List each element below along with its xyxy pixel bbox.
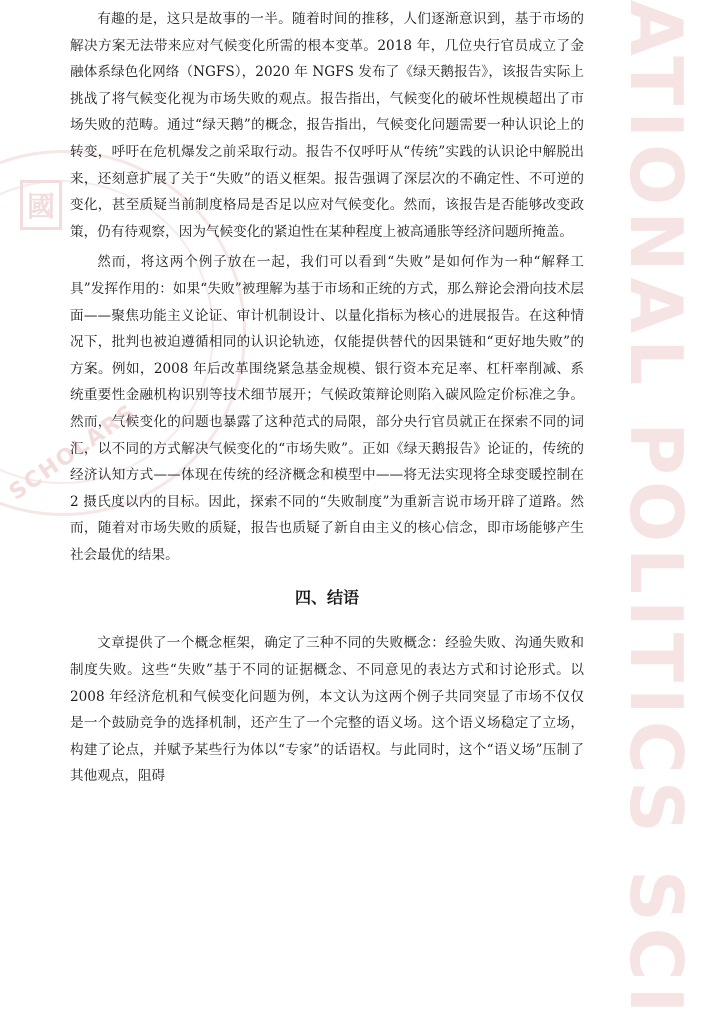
watermark-seal-char: 國 xyxy=(20,180,62,230)
watermark-vertical-text: ATIONAL POLITICS SCI xyxy=(614,0,698,1019)
section-heading-conclusion: 四、结语 xyxy=(294,588,359,608)
document-body xyxy=(70,6,584,790)
paragraph-green-swan: 有趣的是，这只是故事的一半。随着时间的推移，人们逐渐意识到，基于市场的解决方案无法带来应对气候变化所需的根本变革。2018 年，几位央行官员成立了金融体系绿色化网络（NGFS），2020 年 NGFS 发布了《绿天鹅报告》，该报告实际上挑战了将气候变化视为市场失败的观点。报告指出，气候变化的破坏性规模超出了市场失败的范畴。通过“绿天鹅”的概念，报告指出，气候变化问题需要一种认识论上的转变，呼吁在危机爆发之前采取行动。报告不仅呼吁从“传统”实践的认识论中解脱出来，还刻意扩展了关于“失败”的语义框架。报告强调了深层次的不确定性、不可逆的变化，甚至质疑当前制度格局是否足以应对气候变化。然而，该报告是否能够改变政策，仍有待观察，因为气候变化的紧迫性在某种程度上被高通胀等经济问题所掩盖。 xyxy=(70,11,584,240)
watermark-seal-text: SCHOLARS xyxy=(5,399,142,506)
paragraph-conclusion: 文章提供了一个概念框架，确定了三种不同的失败概念：经验失败、沟通失败和制度失败。这些“失败”基于不同的证据概念、不同意见的表达方式和讨论形式。以 2008 年经济危机和气候变化问题为例，本文认为这两个例子共同突显了市场不仅仅是一个鼓励竞争的选择机制，还产生了一个完整的语义场。这个语义场稳定了立场，构建了论点，并赋予某些行为体以“专家”的话语权。与此同时，这个“语义场”压制了其他观点，阻碍 xyxy=(70,635,584,785)
paragraph-explanatory-tool: 然而，将这两个例子放在一起，我们可以看到“失败”是如何作为一种“解释工具”发挥作用的：如果“失败”被理解为基于市场和正统的方式，那么辩论会滑向技术层面——聚焦功能主义论证、审计机制设计、以量化指标为核心的进展报告。在这种情况下，批判也被迫遵循相同的认识论轨迹，仅能提供替代的因果链和“更好地失败”的方案。例如，2008 年后改革围绕紧急基金规模、银行资本充足率、杠杆率削减、系统重要性金融机构识别等技术细节展开；气候政策辩论则陷入碳风险定价标准之争。然而，气候变化的问题也暴露了这种范式的局限，部分央行官员就正在探索不同的词汇，以不同的方式解决气候变化的“市场失败”。正如《绿天鹅报告》论证的，传统的经济认知方式——体现在传统的经济概念和模型中——将无法实现将全球变暖控制在 2 摄氏度以内的目标。因此，探索不同的“失败制度”为重新言说市场开辟了道路。然而，随着对市场失败的质疑，报告也质疑了新自由主义的核心信念，即市场能够产生社会最优的结果。 xyxy=(70,254,584,563)
